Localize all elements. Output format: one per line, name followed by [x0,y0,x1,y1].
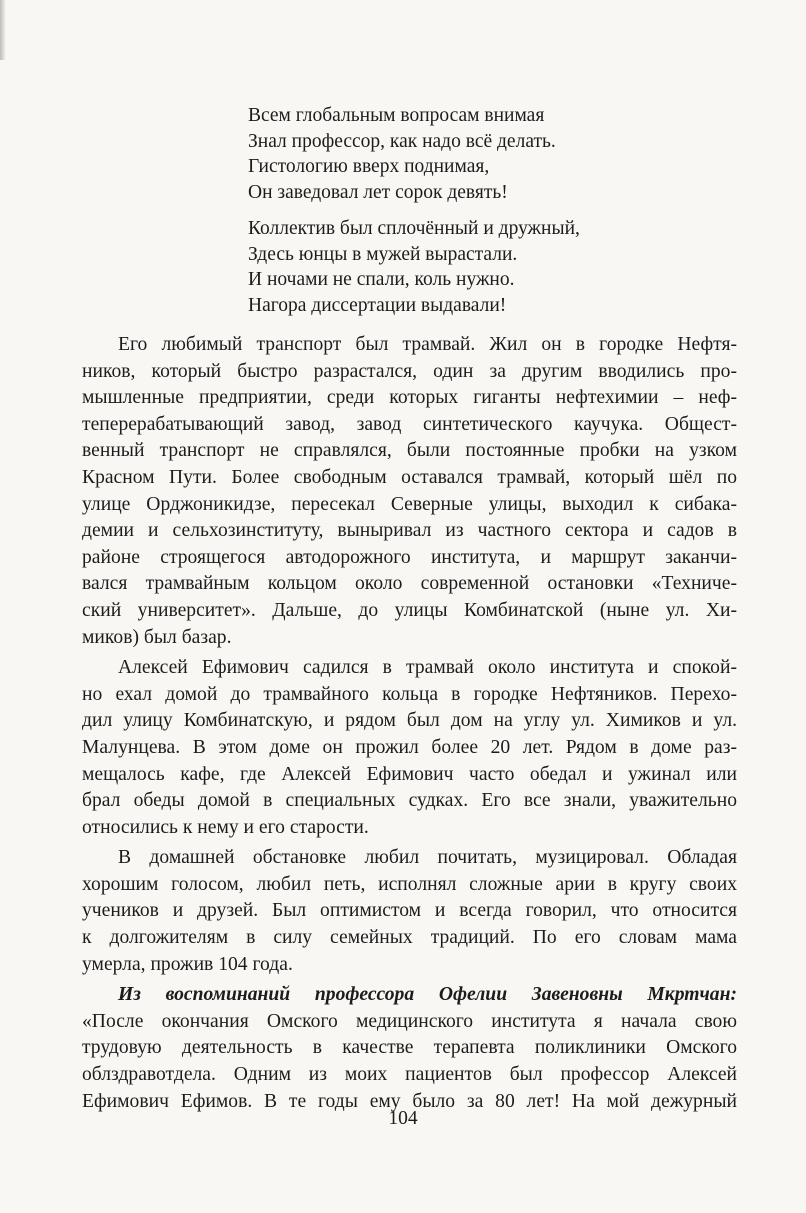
text-line: Ефимович Ефимов. В те годы ему было за 80 лет! На мой дежурный [82,1090,737,1112]
text-line: учеников и друзей. Был оптимистом и всегда говорил, что относится [82,900,737,922]
poem-line: Гистологию вверх поднимая, [248,156,490,177]
text-line: брал обеды домой в специальных судках. Его все знали, уважительно [82,790,737,812]
text-line: облздравотдела. Одним из моих пациентов был профессор Алексей [82,1064,737,1086]
paragraph-leisure [82,845,737,978]
text-line: мышленные предприятии, среди которых гиганты нефтехимии – неф- [82,387,737,409]
poem-stanza-1 [248,103,708,205]
text-line: Красном Пути. Более свободным оставался трамвай, который шёл по [82,466,737,488]
page-number: 104 [388,1108,418,1129]
text-line: В домашней обстановке любил почитать, музицировал. Обладая [118,847,737,869]
text-line: демии и сельхозинституту, выныривал из частного сектора и садов в [82,520,737,542]
poem [248,103,708,329]
poem-line: Здесь юнцы в мужей вырастали. [248,243,518,265]
text-line: относились к нему и его старости. [82,816,369,838]
poem-line: Всем глобальным вопросам внимая [248,105,545,126]
text-line: теперерабатывающий завод, завод синтетического каучука. Общест- [82,413,737,435]
body-text [82,332,737,1119]
text-line: вался трамвайным кольцом около современной остановки «Техниче- [82,573,737,595]
paragraph-home [82,655,737,841]
text-line: умерла, прожив 104 года. [82,953,293,975]
text-line: «После окончания Омского медицинского института я начала свою [82,1010,737,1032]
text-line: мещалось кафе, где Алексей Ефимович часто обедал и ужинал или [82,763,737,785]
memoir-heading: Из воспоминаний профессора Офелии Завеновны Мкртчан: [118,984,737,1006]
text-line: трудовую деятельность в качестве терапевта поликлиники Омского [82,1037,737,1059]
text-line: Малунцева. В этом доме он прожил более 20 лет. Рядом в доме раз- [82,736,737,758]
text-line: но ехал домой до трамвайного кольца в городке Нефтяников. Перехо- [82,683,737,705]
text-line: хорошим голосом, любил петь, исполнял сложные арии в кругу своих [82,873,737,895]
text-line: дил улицу Комбинатскую, и рядом был дом на углу ул. Химиков и ул. [82,710,737,732]
text-line: районе строящегося автодорожного института, и маршрут заканчи- [82,546,737,568]
text-line: Его любимый транспорт был трамвай. Жил он в городке Нефтя- [118,334,737,355]
poem-line: Он заведовал лет сорок девять! [248,181,508,203]
text-line: улице Орджоникидзе, пересекал Северные улицы, выходил к сибака- [82,493,737,515]
text-line: Алексей Ефимович садился в трамвай около института и спокой- [118,657,737,679]
poem-line: Знал профессор, как надо всё делать. [248,130,556,152]
text-line: миков) был базар. [82,626,232,648]
poem-line: Нагора диссертации выдавали! [248,294,507,316]
paragraph-memoir [82,982,737,1115]
text-line: к долгожителям в силу семейных традиций. По его словам мама [82,927,737,949]
paragraph-tram [82,332,737,651]
text-line: ский университет». Дальше, до улицы Комбинатской (ныне ул. Хи- [82,599,737,621]
text-line: ников, который быстро разрастался, один за другим вводились про- [82,360,737,382]
page-edge-shadow [0,0,6,60]
poem-line: И ночами не спали, коль нужно. [248,269,515,290]
poem-line: Коллектив был сплочённый и дружный, [248,218,580,239]
text-line: венный транспорт не справлялся, были постоянные пробки на узком [82,440,737,462]
poem-stanza-2 [248,216,708,318]
